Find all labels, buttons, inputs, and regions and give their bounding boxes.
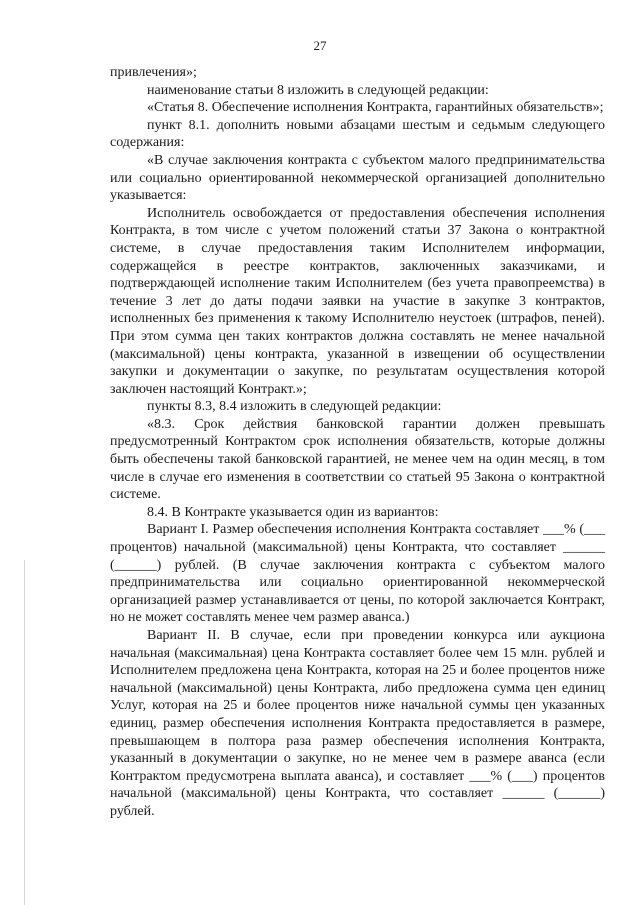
paragraph-contractor-exemption: Исполнитель освобождается от предоставления обеспечения исполнения Контракта, в том числе с учетом положений статьи 37 Закона о контрактной системе, в случае предоставления таким Исполнителем информации, содержащейся в реестре контрактов, заключенных заказчиками, и подтверждающей исполнение таким Исполнителем (без учета правопреемства) в течение 3 лет до даты подачи заявки на участие в закупке 3 контрактов, исполненных без применения к такому Исполнителю неустоек (штрафов, пеней). При этом сумма цен таких контрактов должна составлять не менее начальной (максимальной) цены контракта, указанной в извещении об осуществлении закупки и документации о закупке, по результатам осуществления которой заключен настоящий Контракт.»; — [110, 205, 605, 397]
paragraph-small-business-case: «В случае заключения контракта с субъектом малого предпринимательства или социально ориентированной некоммерческой организацией дополнительно указывается: — [110, 152, 605, 204]
paragraph-variant-1: Вариант I. Размер обеспечения исполнения Контракта составляет ___% (___ процентов) начальной (максимальной) цены Контракта, что составляет ______ (______) рублей. (В случае заключения контракта с субъектом малого предпринимательства или социально ориентированной некоммерческой организацией размер устанавливается от цены, по которой заключается Контракт, но не может составлять менее чем размер аванса.) — [110, 522, 605, 626]
page-number: 27 — [313, 38, 327, 53]
paragraph-clause-8-1-addition: пункт 8.1. дополнить новыми абзацами шестым и седьмым следующего содержания: — [110, 117, 605, 151]
paragraph-clause-8-3: «8.3. Срок действия банковской гарантии должен превышать предусмотренный Контрактом срок исполнения обязательств, которые должны быть обеспечены такой банковской гарантией, не менее чем на один месяц, в том числе в случае его изменения в соответствии со статьей 95 Закона о контрактной системе. — [110, 416, 605, 503]
paragraph-clause-8-4: 8.4. В Контракте указывается один из вариантов: — [147, 504, 439, 520]
paragraph-article-8-title: «Статья 8. Обеспечение исполнения Контракта, гарантийных обязательств»; — [147, 100, 604, 116]
document-body — [110, 64, 605, 821]
paragraph-continuation: привлечения»; — [110, 65, 197, 80]
paragraph-variant-2: Вариант II. В случае, если при проведении конкурса или аукциона начальная (максимальная) цена Контракта составляет более чем 15 млн. рублей и Исполнителем предложена цена Контракта, которая на 25 и более процентов ниже начальной (максимальной) цены Контракта, либо предложена сумма цен единиц Услуг, которая на 25 и более процентов ниже начальной суммы цен указанных единиц, размер обеспечения исполнения Контракта предоставляется в размере, превышающем в полтора раза размер обеспечения исполнения Контракта, указанный в документации о закупке, но не менее чем в размере аванса (если Контрактом предусмотрена выплата аванса), и составляет ___% (___) процентов начальной (максимальной) цены Контракта, что составляет ______ (______) рублей. — [110, 628, 605, 819]
paragraph-clauses-8-3-8-4-change: пункты 8.3, 8.4 изложить в следующей редакции: — [147, 399, 442, 415]
scan-edge-line — [24, 560, 25, 905]
paragraph-article-title-change: наименование статьи 8 изложить в следующей редакции: — [147, 82, 489, 98]
